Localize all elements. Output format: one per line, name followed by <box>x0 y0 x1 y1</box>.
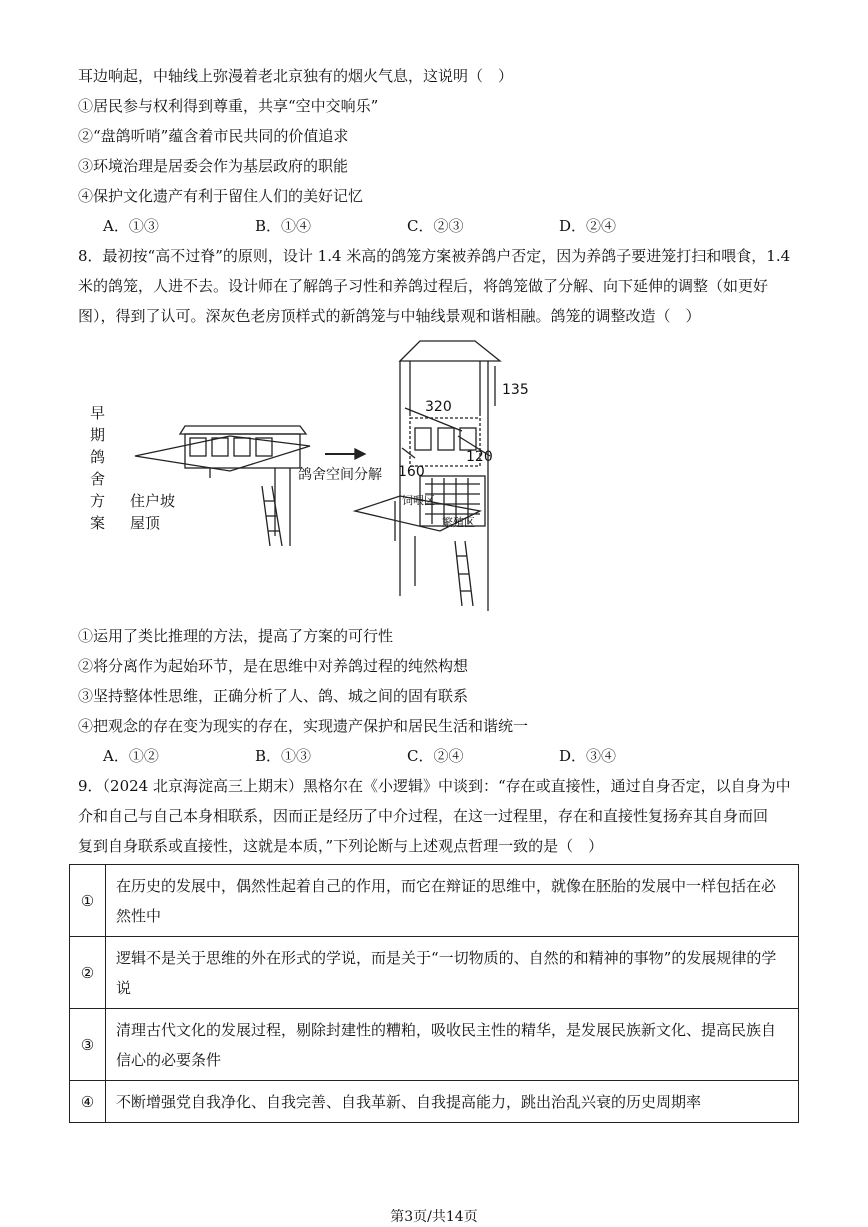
q9-stem-line-1: 9．（2024 北京海淀高三上期末）黑格尔在《小逻辑》中谈到：“存在或直接性，通过自身否定，以自身为中 <box>78 777 791 795</box>
q8-stem-line-3: 图），得到了认可。深灰色老房顶样式的新鸽笼与中轴线景观和谐相融。鸽笼的调整改造（ ） <box>78 307 701 325</box>
arrow-label: 鸽舍空间分解 <box>298 467 382 483</box>
row-number: ② <box>70 937 106 1009</box>
q7-option-d[interactable]: D．②④ <box>559 217 617 235</box>
q7-statement-4: ④保护文化遗产有利于留住人们的美好记忆 <box>78 187 364 205</box>
q8-stem-line-1: 8．最初按“高不过脊”的原则，设计 1.4 米高的鸽笼方案被养鸽户否定，因为养鸽子要进笼打扫和喂食，1.4 <box>78 247 791 265</box>
new-loft-roof <box>400 341 500 361</box>
dim-320: 320 <box>425 399 452 415</box>
q8-option-c[interactable]: C．②④ <box>407 747 464 765</box>
roof-label-line-1: 住户坡 <box>130 492 176 510</box>
dim-160-line <box>402 448 415 458</box>
early-scheme-char-2: 期 <box>90 426 106 444</box>
q7-stem-end: 耳边响起，中轴线上弥漫着老北京独有的烟火气息，这说明（ ） <box>78 67 514 85</box>
q8-statement-1: ①运用了类比推理的方法，提高了方案的可行性 <box>78 627 394 645</box>
pigeon-loft-diagram <box>70 336 590 616</box>
q8-option-d[interactable]: D．③④ <box>559 747 617 765</box>
q8-stem-line-2: 米的鸽笼，人进不去。设计师在了解鸽子习性和养鸽过程后，将鸽笼做了分解、向下延伸的调整（如更好 <box>78 277 769 295</box>
q8-statement-3: ③坚持整体性思维，正确分析了人、鸽、城之间的固有联系 <box>78 687 469 705</box>
house-roof-slope <box>135 436 310 471</box>
zone-feeding: 饲喂区 <box>402 494 435 507</box>
q7-option-c[interactable]: C．②③ <box>407 217 464 235</box>
early-scheme-char-4: 舍 <box>90 470 106 488</box>
row-text: 在历史的发展中，偶然性起着自己的作用，而它在辩证的思维中，就像在胚胎的发展中一样包括在必然性中 <box>106 865 799 937</box>
arrow-head <box>355 449 365 459</box>
dim-160: 160 <box>398 464 425 480</box>
q7-statement-1: ①居民参与权利得到尊重，共享“空中交响乐” <box>78 97 379 115</box>
q8-statement-2: ②将分离作为起始环节，是在思维中对养鸽过程的纯然构想 <box>78 657 469 675</box>
row-number: ① <box>70 865 106 937</box>
q7-statement-3: ③环境治理是居委会作为基层政府的职能 <box>78 157 349 175</box>
pigeon-loft-figure <box>70 336 590 616</box>
early-scheme-char-1: 早 <box>90 404 106 422</box>
q9-stem-line-2: 介和自己与自己本身相联系，因而正是经历了中介过程，在这一过程里，存在和直接性复扬弃其自身而回 <box>78 807 769 825</box>
q8-options <box>103 746 711 766</box>
table-row <box>70 865 799 937</box>
early-loft-body <box>185 434 300 468</box>
dim-135: 135 <box>502 382 529 398</box>
q7-options <box>103 216 711 236</box>
q9-stem-line-3: 复到自身联系或直接性，这就是本质，”下列论断与上述观点哲理一致的是（ ） <box>78 837 604 855</box>
q8-statement-4: ④把观念的存在变为现实的存在，实现遗产保护和居民生活和谐统一 <box>78 717 529 735</box>
early-scheme-char-3: 鸽 <box>90 448 106 466</box>
early-scheme-char-5: 方 <box>90 492 106 510</box>
row-text: 不断增强党自我净化、自我完善、自我革新、自我提高能力，跳出治乱兴衰的历史周期率 <box>106 1081 799 1123</box>
row-number: ③ <box>70 1009 106 1081</box>
q7-option-b[interactable]: B．①④ <box>255 217 312 235</box>
table-row <box>70 937 799 1009</box>
row-number: ④ <box>70 1081 106 1123</box>
table-row <box>70 1009 799 1081</box>
q8-option-a[interactable]: A．①② <box>103 747 159 765</box>
row-text: 逻辑不是关于思维的外在形式的学说，而是关于“一切物质的、自然的和精神的事物”的发展规律的学说 <box>106 937 799 1009</box>
q8-option-b[interactable]: B．①③ <box>255 747 312 765</box>
page-footer: 第3页/共14页 <box>390 1209 478 1225</box>
early-loft-roof <box>180 426 306 434</box>
q7-option-a[interactable]: A．①③ <box>103 217 159 235</box>
early-scheme-char-6: 案 <box>90 514 106 532</box>
table-row <box>70 1081 799 1123</box>
dim-120: 120 <box>466 449 493 465</box>
roof-label-line-2: 屋顶 <box>130 514 161 532</box>
q9-statement-table <box>69 864 799 1123</box>
q7-statement-2: ②“盘鸽听哨”蕴含着市民共同的价值追求 <box>78 127 349 145</box>
zone-breeding: 繁殖区 <box>442 516 475 529</box>
row-text: 清理古代文化的发展过程，剔除封建性的糟粕，吸收民主性的精华，是发展民族新文化、提高民族自信心的必要条件 <box>106 1009 799 1081</box>
